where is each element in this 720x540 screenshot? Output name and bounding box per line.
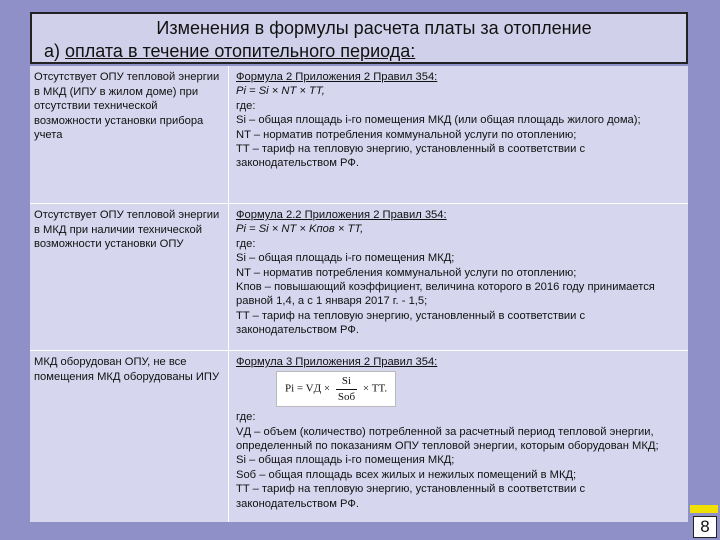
column-divider (228, 351, 229, 522)
definition: VД – объем (количество) потребленной за расчетный период тепловой энергии, определенный по показаниям ОПУ тепловой энергии, которым оборудован МКД; (236, 425, 659, 453)
where-label: где: (236, 411, 256, 424)
table-row (30, 351, 688, 522)
formula-table (30, 66, 688, 522)
slide-subtitle (44, 41, 415, 62)
subtitle-underlined: оплата в течение отопительного периода: (65, 41, 416, 61)
table-row (30, 204, 688, 351)
accent-bar (690, 505, 718, 513)
formula-title: Формула 2.2 Приложения 2 Правил 354: (236, 209, 447, 221)
column-divider (228, 66, 229, 203)
column-divider (228, 204, 229, 350)
definition: TT – тариф на тепловую энергию, установленный в соответствии с законодательством РФ. (236, 143, 586, 170)
condition-cell: Отсутствует ОПУ тепловой энергии в МКД при наличии технической возможности установки ОПУ (34, 209, 220, 251)
slide-title-box (30, 12, 688, 64)
formula-text: Pi = Si × NT × Kпов × TT, (236, 223, 364, 236)
condition-cell: Отсутствует ОПУ тепловой энергии в МКД (ИПУ в жилом доме) при отсутствии технической возможности установки прибора учета (34, 71, 220, 142)
formula-image (276, 371, 396, 407)
formula-rhs: × TT. (362, 382, 388, 395)
formula-fraction (336, 374, 357, 404)
formula-cell (236, 208, 682, 338)
fraction-numerator: Si (336, 374, 357, 389)
fraction-denominator: Sоб (337, 390, 356, 403)
formula-lhs: Pi = VД × (285, 382, 331, 395)
formula-text: Pi = Si × NT × TT, (236, 85, 325, 98)
definition: Sоб – общая площадь всех жилых и нежилых помещений в МКД; (236, 468, 577, 481)
definition: TT – тариф на тепловую энергию, установленный в соответствии с законодательством РФ. (236, 483, 586, 510)
definition: Si – общая площадь i-го помещения МКД; (236, 252, 455, 265)
definition: NT – норматив потребления коммунальной услуги по отоплению; (236, 128, 577, 141)
where-label: где: (236, 99, 256, 112)
table-row (30, 66, 688, 204)
condition-cell: МКД оборудован ОПУ, не все помещения МКД оборудованы ИПУ (34, 356, 220, 383)
slide-title: Изменения в формулы расчета платы за отопление (156, 18, 592, 38)
definition: Kпов – повышающий коэффициент, величина которого в 2016 году принимается равной 1,4, а с 1 января 2017 г. - 1,5; (236, 281, 655, 308)
formula-cell (236, 355, 682, 511)
definition: Si – общая площадь i-го помещения МКД (или общая площадь жилого дома); (236, 114, 641, 127)
where-label: где: (236, 237, 256, 250)
definition: Si – общая площадь i-го помещения МКД; (236, 454, 455, 467)
side-strip (689, 0, 720, 540)
definition: NT – норматив потребления коммунальной услуги по отоплению; (236, 266, 577, 279)
formula-cell (236, 70, 682, 171)
formula-title: Формула 2 Приложения 2 Правил 354: (236, 71, 438, 83)
page-number: 8 (693, 516, 717, 538)
formula-title: Формула 3 Приложения 2 Правил 354: (236, 356, 438, 368)
definition: TT – тариф на тепловую энергию, установленный в соответствии с законодательством РФ. (236, 309, 586, 337)
subtitle-prefix: а) (44, 41, 66, 61)
